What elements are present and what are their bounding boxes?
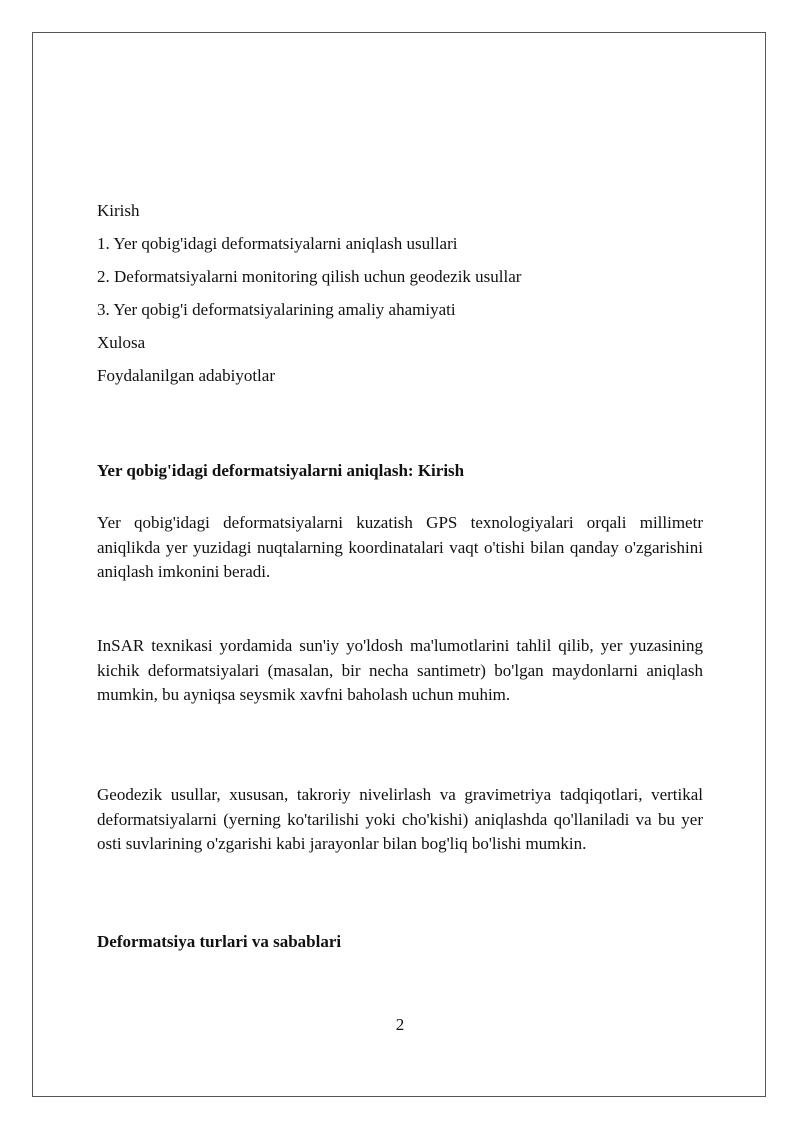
paragraph-geodetic: Geodezik usullar, xususan, takroriy nivelirlash va gravimetriya tadqiqotlari, vertikal deformatsiyalarni (yerning ko'tarilishi yoki cho'kishi) aniqlashda qo'llaniladi va bu yer osti suvlarining o'zgarishi kabi jarayonlar bilan bog'liq bo'lishi mumkin. (97, 785, 703, 853)
page-number: 2 (395, 1015, 405, 1034)
toc-item-3: 3. Yer qobig'i deformatsiyalarining amaliy ahamiyati (97, 300, 456, 319)
toc-item-2: 2. Deformatsiyalarni monitoring qilish uchun geodezik usullar (97, 267, 522, 286)
section-heading-types: Deformatsiya turlari va sabablari (97, 932, 342, 951)
section-heading-intro: Yer qobig'idagi deformatsiyalarni aniqlash: Kirish (97, 461, 465, 480)
toc-item-1: 1. Yer qobig'idagi deformatsiyalarni aniqlash usullari (97, 234, 458, 253)
paragraph-gps: Yer qobig'idagi deformatsiyalarni kuzatish GPS texnologiyalari orqali millimetr aniqlikda yer yuzidagi nuqtalarning koordinatalari vaqt o'tishi bilan qanday o'zgarishini aniqlash imkonini beradi. (97, 513, 703, 581)
table-of-contents (97, 200, 703, 398)
toc-item-intro: Kirish (97, 201, 140, 220)
toc-item-conclusion: Xulosa (97, 333, 146, 352)
paragraph-insar: InSAR texnikasi yordamida sun'iy yo'ldosh ma'lumotlarini tahlil qilib, yer yuzasining kichik deformatsiyalari (masalan, bir necha santimetr) bo'lgan maydonlarni aniqlash mumkin, bu ayniqsa seysmik xavfni baholash uchun muhim. (97, 636, 703, 704)
toc-item-references: Foydalanilgan adabiyotlar (97, 366, 275, 385)
